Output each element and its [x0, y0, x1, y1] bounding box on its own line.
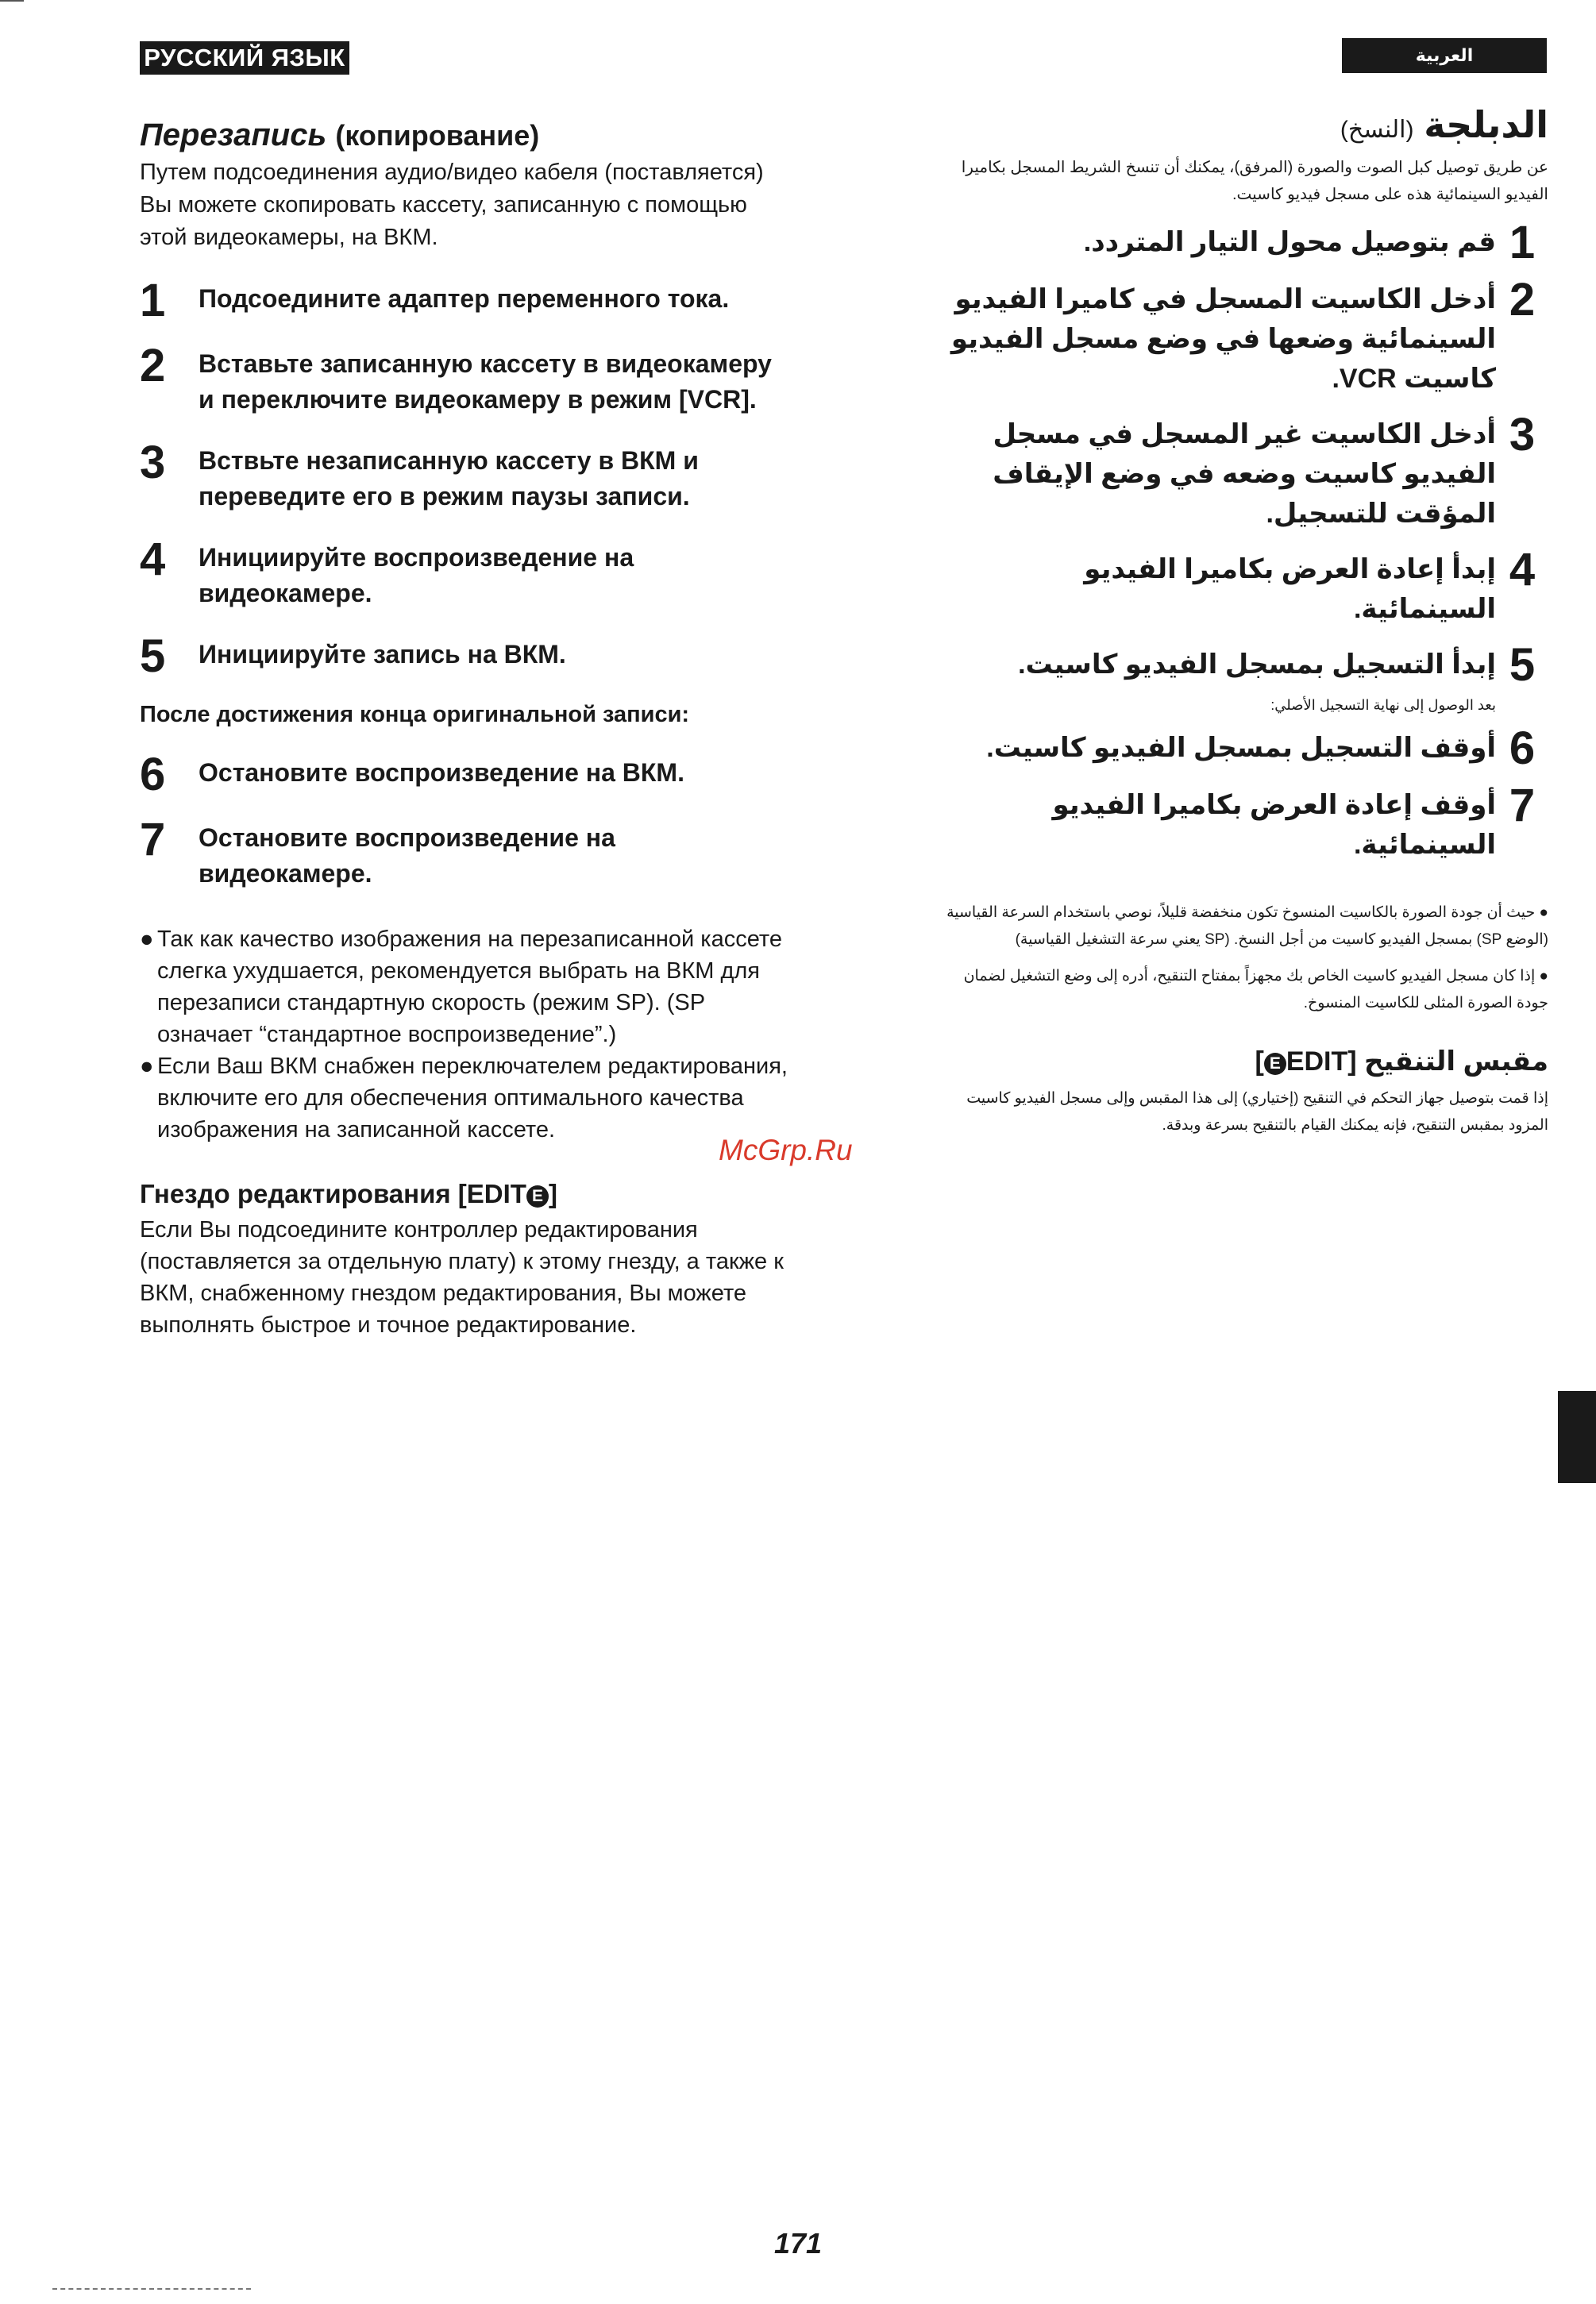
bullet-icon: ● — [140, 927, 154, 952]
step-number: 1 — [1509, 217, 1536, 268]
arabic-title-sub: (النسخ) — [1340, 117, 1414, 143]
arabic-title-main: الدبلجة — [1424, 104, 1548, 145]
step-number: 5 — [1509, 639, 1536, 691]
step-text: Подсоедините адаптер переменного тока. — [199, 284, 730, 313]
step-number: 7 — [1509, 780, 1536, 831]
step-text: أوقف التسجيل بمسجل الفيديو كاسيت. — [986, 733, 1496, 763]
arabic-step-1 — [937, 217, 1548, 268]
note-text: Если Ваш ВКМ снабжен переключателем редактирования, включите его для обеспечения оптимального качества изображения на записанной кассете. — [157, 1054, 788, 1142]
step-1 — [140, 275, 791, 326]
step-number: 3 — [1509, 409, 1536, 460]
arabic-after-original: بعد الوصول إلى نهاية التسجيل الأصلي: — [1270, 697, 1496, 713]
step-text: Вставьте записанную кассету в видеокамеру и переключите видеокамеру в режим [VCR]. — [199, 349, 772, 414]
step-7 — [140, 814, 791, 892]
arabic-step-4 — [937, 544, 1548, 629]
section-title-sub: (копирование) — [335, 119, 540, 152]
side-thumb-tab — [1558, 1391, 1596, 1483]
edit-jack-title-text: Гнездо редактирования [EDIT — [140, 1179, 526, 1208]
step-text: أدخل الكاسيت غير المسجل في مسجل الفيديو كاسيت وضعه في وضع الإيقاف المؤقت للتسجيل. — [993, 419, 1496, 529]
step-text: Инициируйте запись на ВКМ. — [199, 640, 566, 668]
arabic-column — [937, 103, 1548, 1139]
note-item — [140, 1050, 791, 1146]
step-text: قم بتوصيل محول التيار المتردد. — [1083, 227, 1496, 257]
arabic-note-item: ● إذا كان مسجل الفيديو كاسيت الخاص بك مجهزاً بمفتاح التنقيح، أدره إلى وضع التشغيل لضمان جودة الصورة المثلى للكاسيت المنسوخ. — [963, 968, 1548, 1011]
edit-jack-title — [140, 1179, 791, 1209]
section-title-main: Перезапись — [140, 118, 327, 152]
arabic-step-7 — [937, 780, 1548, 865]
edit-e-icon: E — [1264, 1053, 1286, 1075]
edit-jack-body: Если Вы подсоедините контроллер редактирования (поставляется за отдельную плату) к этому гнезду, а также к ВКМ, снабженному гнездом редактирования, Вы можете выполнять быстрое и точное редактирование. — [140, 1217, 784, 1338]
arabic-edit-title-text: مقبس التنقيح [EDIT — [1286, 1046, 1548, 1077]
note-item — [140, 923, 791, 1050]
language-badge-russian: РУССКИЙ ЯЗЫК — [140, 41, 349, 75]
arabic-step-3 — [937, 409, 1548, 534]
step-number: 4 — [1509, 544, 1536, 595]
step-number: 6 — [140, 749, 166, 800]
arabic-intro: عن طريق توصيل كبل الصوت والصورة (المرفق)، يمكنك أن تنسخ الشريط المسجل بكاميرا الفيديو السينمائية هذه على مسجل فيديو كاسيت. — [961, 159, 1548, 203]
step-number: 6 — [1509, 722, 1536, 774]
russian-column — [140, 111, 791, 1341]
section-title — [140, 118, 791, 153]
arabic-edit-jack-body: إذا قمت بتوصيل جهاز التحكم في التنقيح (إختياري) إلى هذا المقبس وإلى مسجل الفيديو كاسيت المزود بمقبس التنقيح، فإنه يمكنك القيام بالتنقيح بسرعة وبدقة. — [966, 1090, 1548, 1134]
step-number: 4 — [140, 534, 166, 585]
step-3 — [140, 437, 791, 514]
footer-crop-line — [52, 2288, 251, 2290]
step-number: 2 — [1509, 274, 1536, 326]
step-text: Остановите воспроизведение на видеокамере. — [199, 823, 615, 888]
arabic-notes-list — [937, 900, 1548, 1017]
step-text: أدخل الكاسيت المسجل في كاميرا الفيديو السينمائية وضعها في وضع مسجل الفيديو كاسيت VCR. — [950, 284, 1496, 394]
bullet-icon: ● — [140, 1054, 154, 1079]
arabic-step-5 — [937, 639, 1548, 691]
step-text: إبدأ إعادة العرض بكاميرا الفيديو السينمائية. — [1084, 554, 1496, 624]
watermark: McGrp.Ru — [719, 1134, 853, 1166]
step-text: Инициируйте воспроизведение на видеокамере. — [199, 543, 634, 607]
arabic-step-6 — [937, 722, 1548, 774]
step-text: إبدأ التسجيل بمسجل الفيديو كاسيت. — [1018, 649, 1496, 680]
arabic-edit-jack-title — [937, 1046, 1548, 1077]
step-text: Вствьте незаписанную кассету в ВКМ и переведите его в режим паузы записи. — [199, 446, 699, 511]
step-number: 5 — [140, 630, 166, 682]
edit-jack-title-end: ] — [548, 1179, 557, 1208]
corner-crop-mark — [0, 0, 24, 6]
note-text: Так как качество изображения на перезаписанной кассете слегка ухудшается, рекомендуется выбрать на ВКМ для перезаписи стандартную скорость (режим SP). (SP означает “стандартное воспроизведение”.) — [157, 927, 782, 1047]
after-original-heading: После достижения конца оригинальной записи: — [140, 702, 690, 727]
step-6 — [140, 749, 791, 800]
step-number: 7 — [140, 814, 166, 865]
edit-e-icon: E — [526, 1185, 549, 1208]
step-number: 2 — [140, 340, 166, 391]
language-badge-arabic: العربية — [1342, 38, 1547, 73]
step-2 — [140, 340, 791, 418]
step-text: أوقف إعادة العرض بكاميرا الفيديو السينمائية. — [1052, 790, 1496, 860]
arabic-note-item: ● حيث أن جودة الصورة بالكاسيت المنسوخ تكون منخفضة قليلاً، نوصي باستخدام السرعة القياسية (الوضع SP) بمسجل الفيديو كاسيت من أجل النسخ. (SP يعني سرعة التشغيل القياسية) — [946, 904, 1548, 948]
arabic-edit-title-end: ] — [1255, 1046, 1264, 1077]
notes-list — [140, 923, 791, 1146]
step-4 — [140, 534, 791, 611]
step-number: 3 — [140, 437, 166, 488]
step-text: Остановите воспроизведение на ВКМ. — [199, 758, 684, 787]
intro-paragraph: Путем подсоединения аудио/видео кабеля (поставляется) Вы можете скопировать кассету, записанную с помощью этой видеокамеры, на ВКМ. — [140, 160, 764, 250]
arabic-step-2 — [937, 274, 1548, 399]
step-5 — [140, 630, 791, 682]
arabic-section-title — [937, 103, 1548, 146]
page-number: 171 — [773, 2227, 823, 2260]
step-number: 1 — [140, 275, 166, 326]
